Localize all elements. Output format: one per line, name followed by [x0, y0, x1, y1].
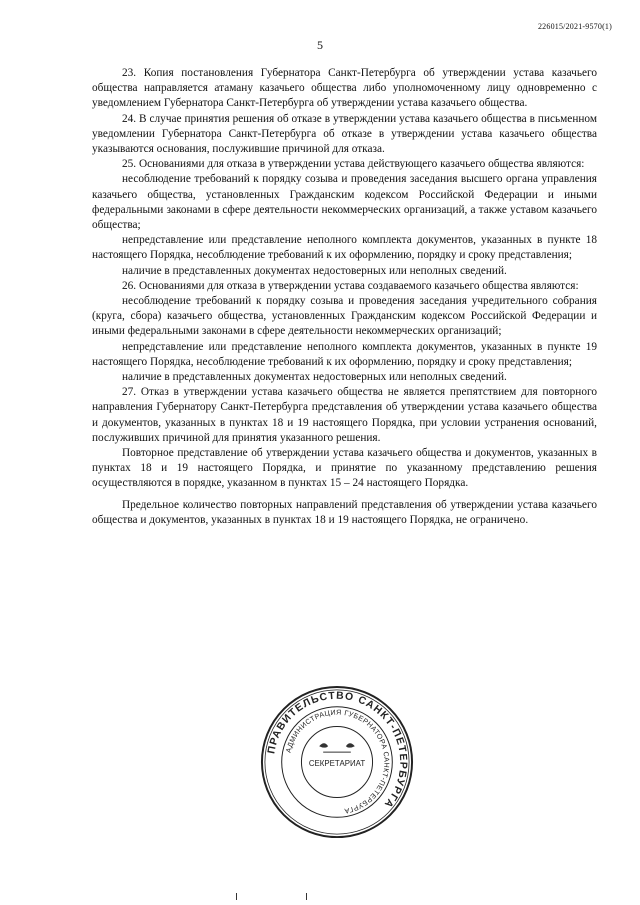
document-number: 226015/2021-9570(1)	[537, 22, 612, 31]
paragraph-26: 26. Основаниями для отказа в утверждении устава создаваемого казачьего общества являются:	[122, 279, 579, 292]
paragraph-25-item-2: непредставление или представление неполного комплекта документов, указанных в пункте 18 настоящего Порядка, несоблюдение требований к их оформлению, порядку и сроку представления;	[92, 234, 597, 262]
page-number: 5	[317, 38, 323, 52]
scan-mark	[236, 893, 237, 900]
stamp-inner-text: АДМИНИСТРАЦИЯ ГУБЕРНАТОРА САНКТ-ПЕТЕРБУРГА	[284, 708, 391, 815]
stamp-center-text: СЕКРЕТАРИАТ	[308, 758, 366, 768]
paragraph-27: 27. Отказ в утверждении устава казачьего общества не является препятствием для повторного направления Губернатору Санкт-Петербурга представления об утверждении устава казачьего общества и документов, указанных в пунктах 18 и 19 настоящего Порядка, при условии устранения оснований, послуживших причиной для принятия указанного решения.	[92, 386, 597, 444]
paragraph-26-item-2: непредставление или представление неполного комплекта документов, указанных в пункте 19 настоящего Порядка, несоблюдение требований к их оформлению, порядку и сроку представления;	[92, 340, 597, 368]
paragraph-25: 25. Основаниями для отказа в утверждении устава действующего казачьего общества являются:	[122, 158, 585, 171]
paragraph-23: 23. Копия постановления Губернатора Санкт-Петербурга об утверждении устава казачьего общества направляется атаману казачьего общества либо уполномоченному лицу одновременно с уведомлением Губернатора Санкт-Петербурга об утверждении устава казачьего общества.	[92, 67, 597, 110]
paragraph-25-item-1: несоблюдение требований к порядку созыва и проведения заседания высшего органа управления казачьего общества, установленных Гражданским кодексом Российской Федерации и иными федеральными законами в сфере деятельности некоммерческих организаций, а также уставом казачьего общества;	[92, 173, 597, 232]
official-stamp	[258, 683, 416, 841]
paragraph-26-item-1: несоблюдение требований к порядку созыва и проведения заседания учредительного собрания (круга, сбора) казачьего общества, установленных Гражданским кодексом Российской Федерации и иными федеральными законами в сфере деятельности некоммерческих организаций;	[92, 295, 597, 338]
paragraph-27-limit: Предельное количество повторных направлений представления об утверждении устава казачьего общества и документов, указанных в пунктах 18 и 19 настоящего Порядка, не ограничено.	[92, 498, 597, 526]
document-body	[92, 66, 597, 528]
paragraph-27-repeat: Повторное представление об утверждении устава казачьего общества и документов, указанных в пунктах 18 и 19 настоящего Порядка, и принятие по указанному представлению решения осуществляются в порядке, указанном в пунктах 15 – 24 настоящего Порядка.	[92, 447, 597, 490]
stamp-outer-text: ПРАВИТЕЛЬСТВО САНКТ-ПЕТЕРБУРГА	[266, 690, 409, 810]
stamp-emblem-icon	[319, 743, 355, 752]
scan-mark	[306, 893, 307, 900]
paragraph-24: 24. В случае принятия решения об отказе в утверждении устава казачьего общества в письменном уведомлении Губернатора Санкт-Петербурга об отказе в утверждении устава казачьего общества указываются основания, послужившие причиной для отказа.	[92, 112, 597, 156]
paragraph-26-item-3: наличие в представленных документах недостоверных или неполных сведений.	[122, 371, 507, 384]
paragraph-25-item-3: наличие в представленных документах недостоверных или неполных сведений.	[122, 264, 507, 277]
